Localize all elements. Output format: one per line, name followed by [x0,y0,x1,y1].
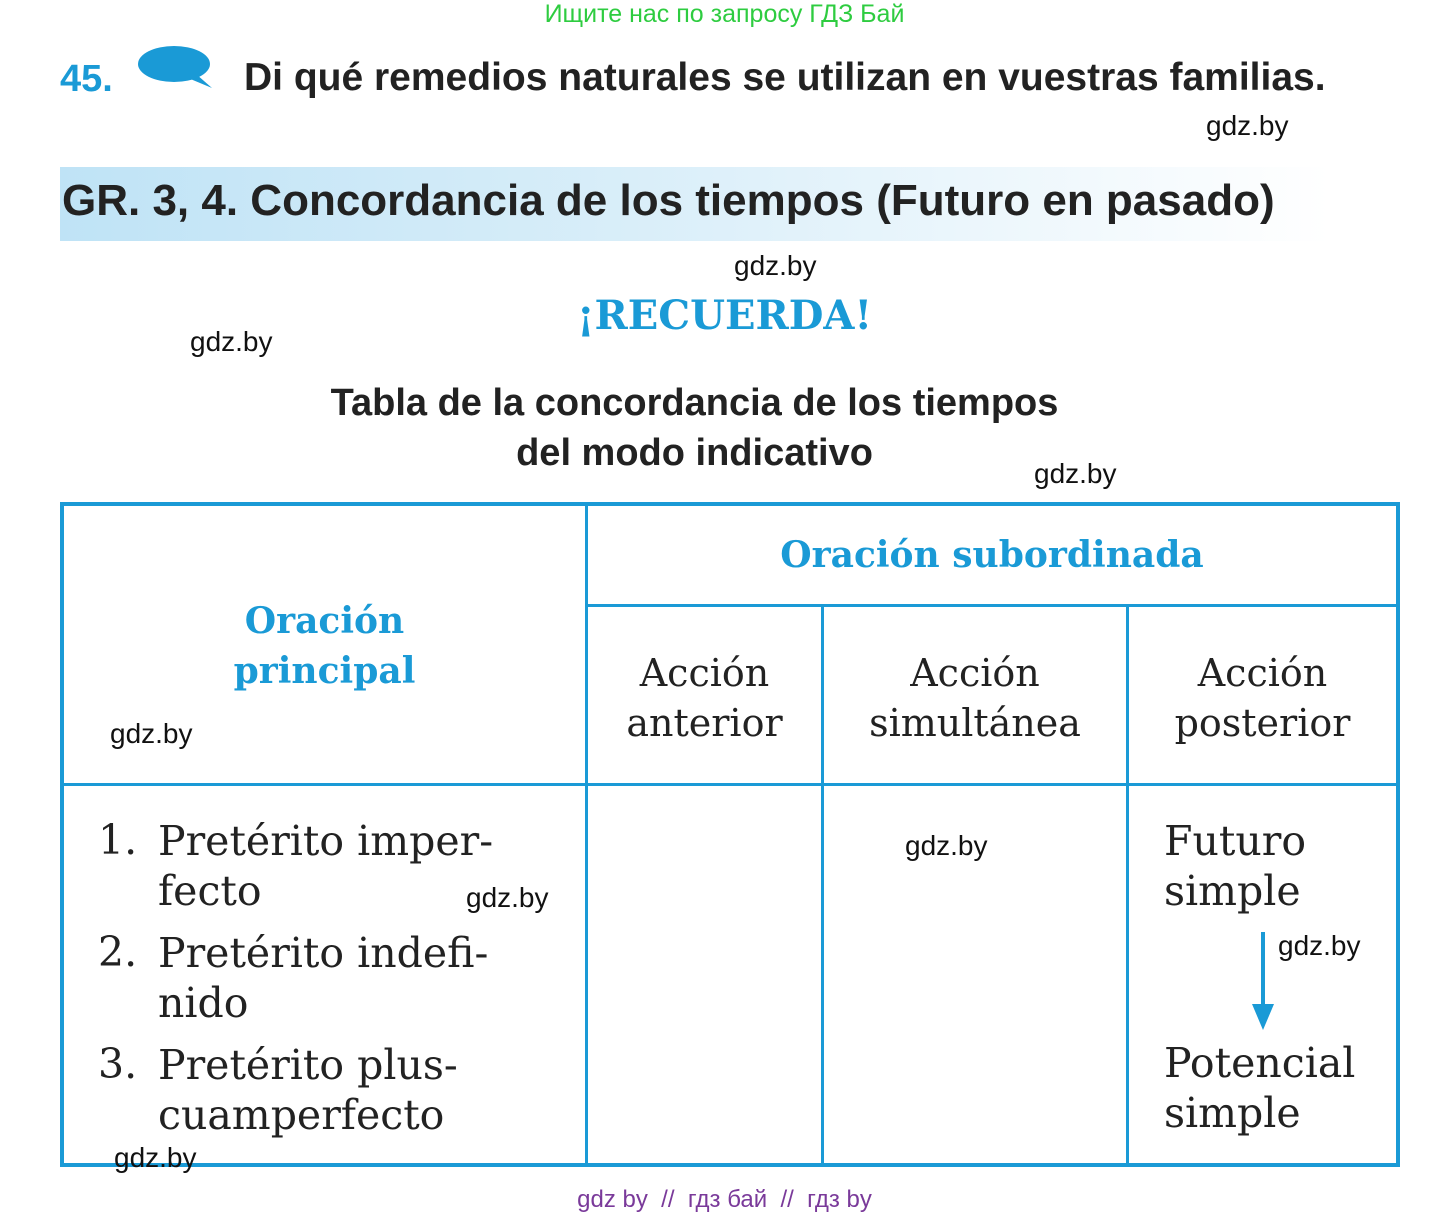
watermark: gdz.by [1206,110,1289,141]
table-divider [585,502,588,1167]
list-item [158,928,488,1028]
recuerda-heading: ¡RECUERDA! [576,292,873,339]
exercise-text: Di qué remedios naturales se utilizan en vuestras familias. [244,56,1326,99]
list-item [158,816,493,916]
table-title-line2: del modo indicativo [516,432,873,474]
list-item-line2: fecto [158,867,262,915]
main-clause-header [64,596,585,696]
table-title-line1: Tabla de la concordancia de los tiempos [330,382,1059,424]
list-item-number: 1. [98,816,138,864]
posterior-to [1164,1038,1355,1138]
column-header-anterior [588,648,821,748]
main-clause-header-line2: principal [233,650,416,692]
posterior-from-line2: simple [1164,867,1301,915]
watermark: gdz.by [734,250,817,281]
watermark: gdz.by [190,326,273,357]
list-item-line2: nido [158,979,249,1027]
top-banner[interactable]: Ищите нас по запросу ГДЗ Бай [544,0,905,28]
posterior-to-line2: simple [1164,1089,1301,1137]
list-item-number: 3. [98,1040,138,1088]
list-item-line1: Pretérito indefi- [158,929,489,977]
column-header-line1: Acción [639,651,770,695]
list-item-line1: Pretérito imper- [158,817,494,865]
column-header-simultanea [824,648,1126,748]
column-header-line2: simultánea [869,701,1081,745]
section-title: GR. 3, 4. Concordancia de los tiempos (Futuro en pasado) [62,176,1275,225]
list-item [158,1040,458,1140]
watermark: gdz.by [114,1142,197,1173]
table-divider [60,783,1400,786]
list-item-line2: cuamperfecto [158,1091,445,1139]
posterior-to-line1: Potencial [1164,1039,1356,1087]
exercise-number: 45. [60,58,113,100]
list-item-line1: Pretérito plus- [158,1041,458,1089]
speech-bubble-icon [136,42,216,92]
column-header-line1: Acción [910,651,1040,695]
footer-links[interactable]: gdz by // гдз бай // гдз by [577,1186,872,1213]
watermark: gdz.by [1034,458,1117,489]
table-divider [585,604,1400,607]
column-header-posterior [1129,648,1396,748]
down-arrow-icon [1250,932,1276,1032]
list-item-number: 2. [98,928,138,976]
subordinate-clause-header: Oración subordinada [780,534,1204,576]
table-border-top [60,502,1400,506]
posterior-from-line1: Futuro [1164,817,1307,865]
watermark: gdz.by [905,830,988,861]
column-header-line2: posterior [1174,701,1351,745]
table-border-bottom [60,1163,1400,1167]
table-border-right [1396,502,1400,1167]
watermark: gdz.by [466,882,549,913]
column-header-line2: anterior [626,701,783,745]
watermark: gdz.by [110,718,193,749]
table-title [0,378,1449,478]
column-header-line1: Acción [1197,651,1328,695]
posterior-from [1164,816,1306,916]
watermark: gdz.by [1278,930,1361,961]
main-clause-header-line1: Oración [244,600,405,642]
